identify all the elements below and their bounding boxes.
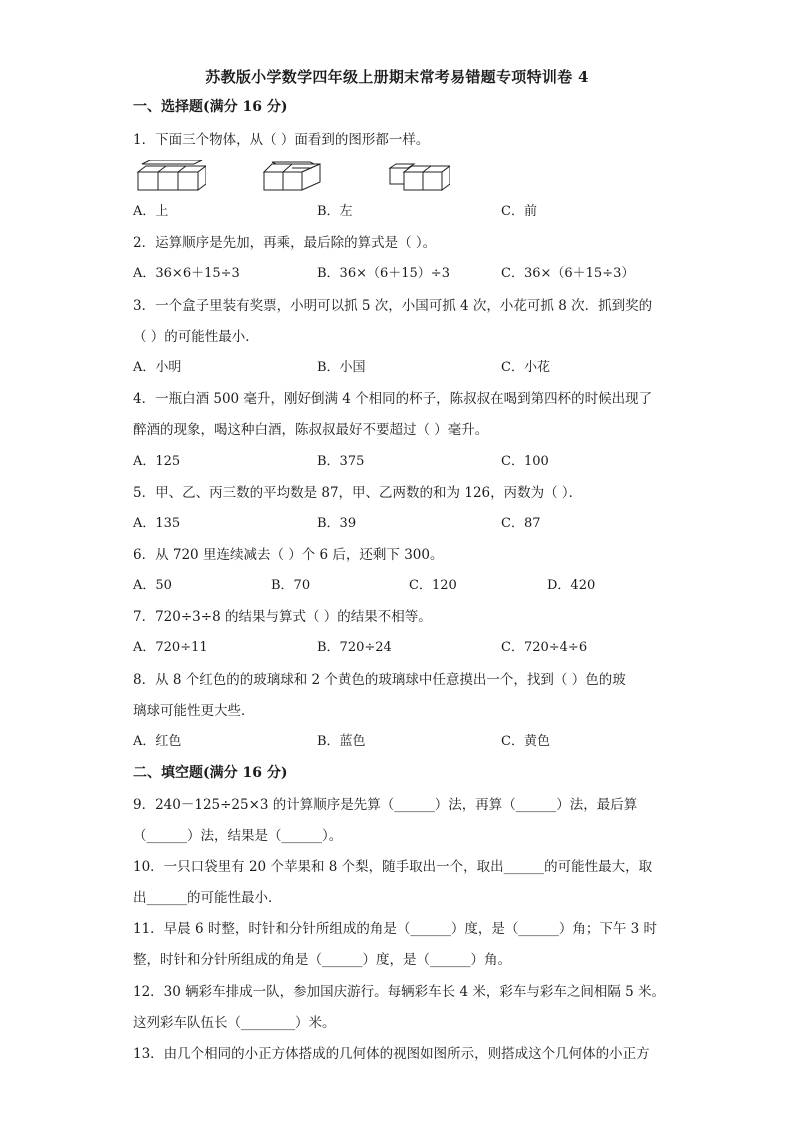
q3-option-c: C．小花 [501, 360, 550, 375]
q6-option-b: B．70 [271, 578, 311, 593]
question-3-line-2: （ ）的可能性最小． [133, 329, 259, 345]
q4-option-b: B．375 [317, 454, 365, 469]
question-4-line-2: 醉酒的现象，喝这种白酒，陈叔叔最好不要超过（ ）毫升。 [133, 422, 489, 438]
q5-option-c: C．87 [501, 516, 541, 531]
q5-option-a: A．135 [133, 516, 181, 531]
question-13-line-1: 13．由几个相同的小正方体搭成的几何体的视图如图所示，则搭成这个几何体的小正方 [133, 1046, 650, 1062]
q7-option-b: B．720÷24 [317, 640, 392, 655]
question-10-line-1: 10．一只口袋里有 20 个苹果和 8 个梨，随手取出一个，取出______的可能性最大，取 [133, 859, 653, 875]
question-12-line-2: 这列彩车队伍长（________）米。 [133, 1015, 336, 1031]
page-title: 苏教版小学数学四年级上册期末常考易错题专项特训卷 4 [205, 68, 589, 86]
q1-option-c: C．前 [501, 204, 537, 219]
question-3-line-1: 3．一个盒子里装有奖票，小明可以抓 5 次，小国可抓 4 次，小花可抓 8 次．抓到奖的 [133, 298, 653, 314]
q8-option-a: A．红色 [133, 734, 182, 749]
q2-option-a: A．36×6＋15÷3 [133, 266, 240, 281]
q1-option-a: A．上 [133, 204, 169, 219]
q6-option-a: A．50 [133, 578, 172, 593]
q6-option-d: D．420 [547, 578, 596, 593]
q2-option-b: B．36×（6＋15）÷3 [317, 266, 450, 281]
q3-option-b: B．小国 [317, 360, 366, 375]
question-6: 6．从 720 里连续减去（ ）个 6 后，还剩下 300。 [133, 547, 444, 563]
question-8-line-2: 璃球可能性更大些． [133, 703, 255, 719]
question-1: 1．下面三个物体，从（ ）面看到的图形都一样。 [133, 132, 430, 148]
section-fill-heading: 二、填空题(满分 16 分) [133, 765, 288, 781]
question-8-line-1: 8．从 8 个红色的的玻璃球和 2 个黄色的玻璃球中任意摸出一个，找到（ ）色的玻 [133, 672, 626, 688]
q6-option-c: C．120 [409, 578, 457, 593]
section-choice-heading: 一、选择题(满分 16 分) [133, 99, 288, 115]
cube-figure-b [262, 160, 322, 196]
question-10-line-2: 出______的可能性最小． [133, 890, 282, 906]
question-4-line-1: 4．一瓶白酒 500 毫升，刚好倒满 4 个相同的杯子，陈叔叔在喝到第四杯的时候出现了 [133, 391, 653, 407]
q8-option-c: C．黄色 [501, 734, 550, 749]
q8-option-b: B．蓝色 [317, 734, 366, 749]
question-2: 2．运算顺序是先加，再乘，最后除的算式是（ ）。 [133, 235, 437, 251]
q5-option-b: B．39 [317, 516, 357, 531]
cube-figure-c [388, 160, 450, 196]
question-11-line-1: 11．早晨 6 时整，时针和分针所组成的角是（______）度，是（______）角；下午 3 时 [133, 921, 658, 937]
q1-option-b: B．左 [317, 204, 353, 219]
question-9-line-2: （______）法，结果是（______）。 [133, 828, 343, 844]
q3-option-a: A．小明 [133, 360, 182, 375]
q7-option-c: C．720÷4÷6 [501, 640, 588, 655]
q7-option-a: A．720÷11 [133, 640, 208, 655]
question-7: 7．720÷3÷8 的结果与算式（ ）的结果不相等。 [133, 609, 432, 625]
question-9-line-1: 9．240－125÷25×3 的计算顺序是先算（______）法，再算（______）法，最后算 [133, 797, 638, 813]
q4-option-a: A．125 [133, 454, 181, 469]
question-11-line-2: 整，时针和分针所组成的角是（______）度，是（______）角。 [133, 952, 511, 968]
q2-option-c: C．36×（6＋15÷3） [501, 266, 635, 281]
q4-option-c: C．100 [501, 454, 549, 469]
question-12-line-1: 12．30 辆彩车排成一队，参加国庆游行。每辆彩车长 4 米，彩车与彩车之间相隔 5 米。 [133, 984, 665, 1000]
cube-figure-a [136, 160, 206, 196]
question-5: 5．甲、乙、丙三数的平均数是 87，甲、乙两数的和为 126，丙数为（ ）． [133, 485, 583, 501]
